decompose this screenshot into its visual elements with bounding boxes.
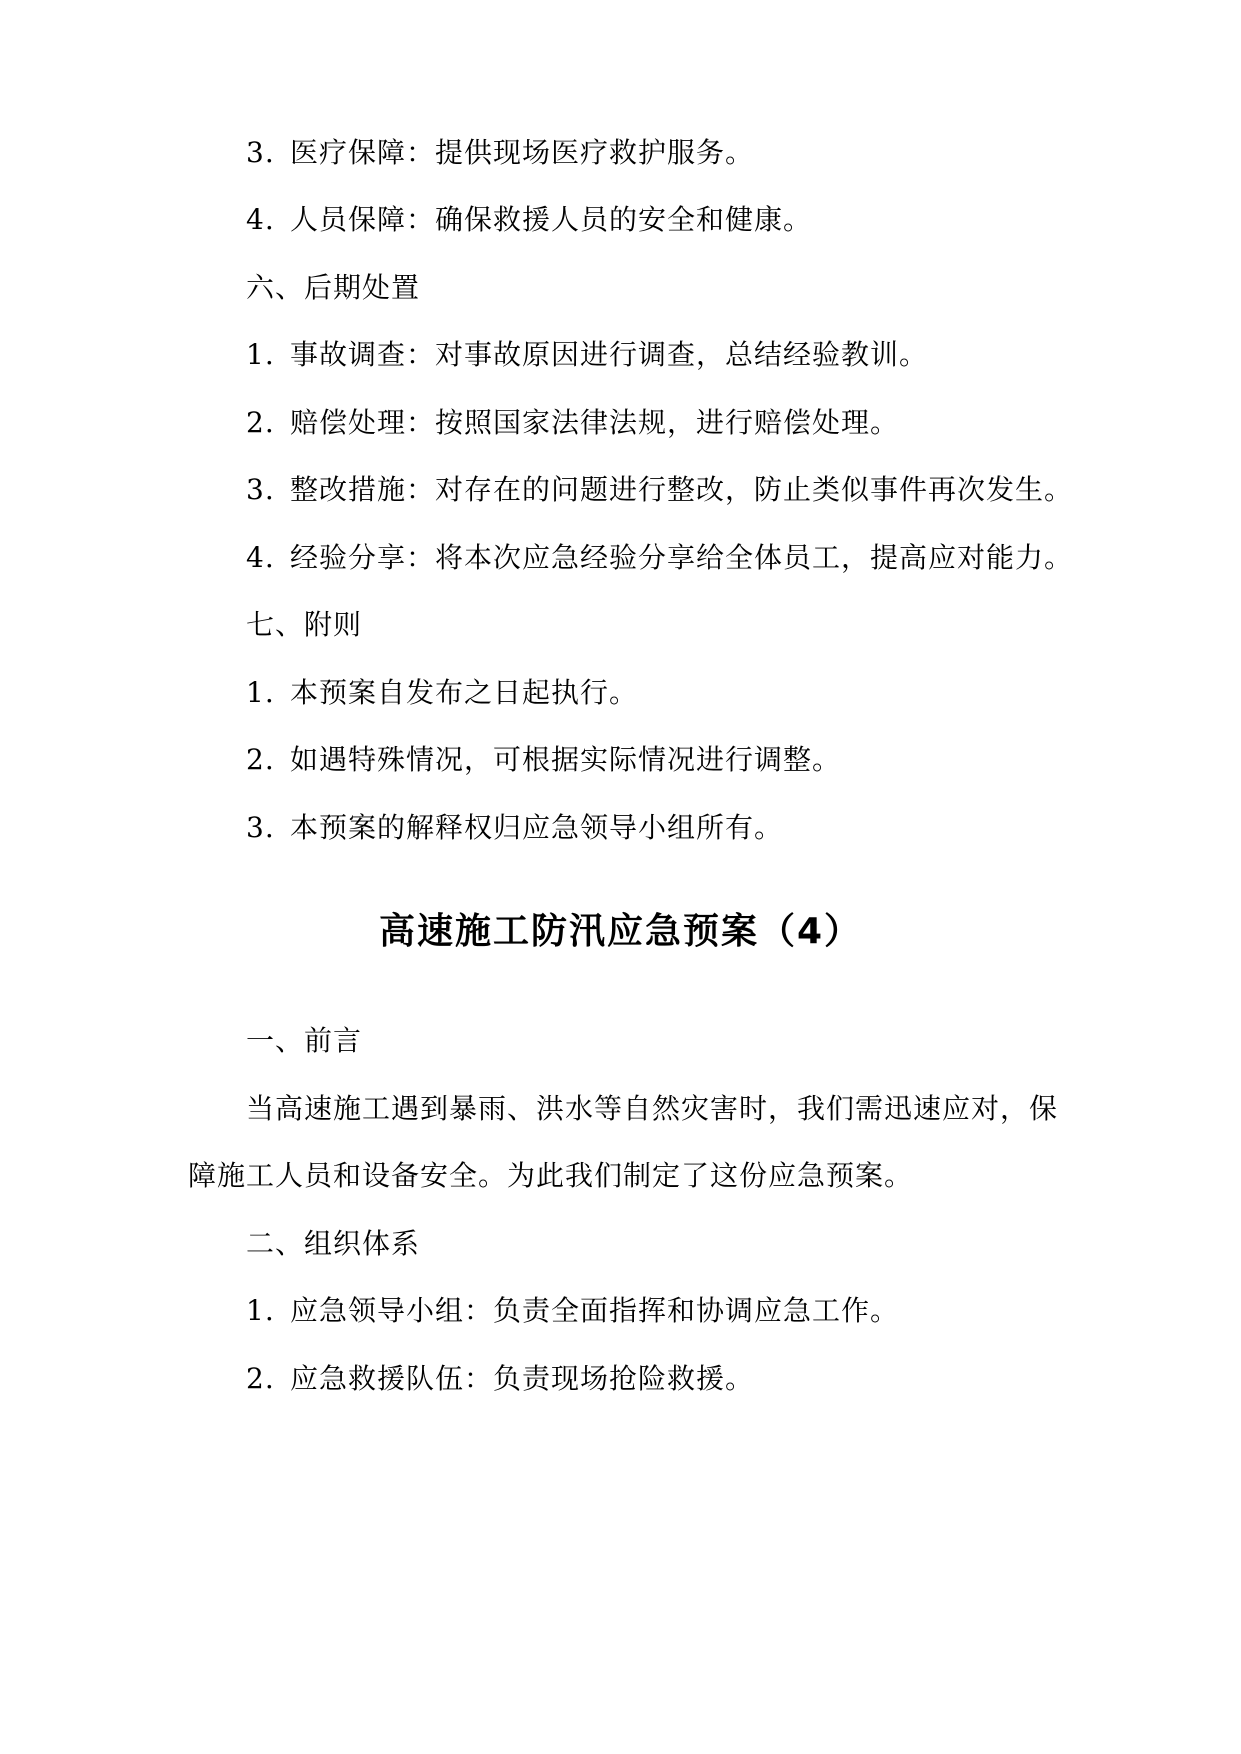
paragraph-text: 当高速施工遇到暴雨、洪水等自然灾害时，我们需迅速应对，保	[246, 1092, 1059, 1125]
section-heading-text: 六、后期处置	[246, 271, 421, 304]
list-item-number: 1.	[246, 1294, 275, 1327]
section-heading-text: 七、附则	[246, 608, 363, 641]
paragraph-text: 障施工人员和设备安全。为此我们制定了这份应急预案。	[188, 1159, 914, 1192]
document-title: 高速施工防汛应急预案（4）	[378, 911, 863, 952]
list-item-text: 如遇特殊情况，可根据实际情况进行调整。	[290, 743, 842, 776]
list-item-text: 整改措施：对存在的问题进行整改，防止类似事件再次发生。	[290, 473, 1074, 506]
section-heading-text: 二、组织体系	[246, 1227, 421, 1260]
list-item-number: 4.	[246, 203, 275, 236]
list-item-text: 事故调查：对事故原因进行调查，总结经验教训。	[290, 338, 929, 371]
list-item-number: 3.	[246, 811, 275, 844]
list-item-number: 3.	[246, 473, 275, 506]
list-item-number: 2.	[246, 406, 275, 439]
list-item-text: 医疗保障：提供现场医疗救护服务。	[290, 136, 755, 169]
list-item-text: 本预案自发布之日起执行。	[290, 676, 639, 709]
list-item-text: 应急救援队伍：负责现场抢险救援。	[290, 1362, 755, 1395]
list-item-number: 2.	[246, 743, 275, 776]
section-heading-text: 一、前言	[246, 1024, 363, 1057]
list-item-text: 赔偿处理：按照国家法律法规，进行赔偿处理。	[290, 406, 900, 439]
list-item-number: 3.	[246, 136, 275, 169]
list-item-number: 1.	[246, 676, 275, 709]
list-item-text: 人员保障：确保救援人员的安全和健康。	[290, 203, 813, 236]
list-item-text: 本预案的解释权归应急领导小组所有。	[290, 811, 784, 844]
list-item-number: 4.	[246, 541, 275, 574]
list-item-text: 应急领导小组：负责全面指挥和协调应急工作。	[290, 1294, 900, 1327]
list-item-number: 1.	[246, 338, 275, 371]
list-item-number: 2.	[246, 1362, 275, 1395]
list-item-text: 经验分享：将本次应急经验分享给全体员工，提高应对能力。	[290, 541, 1074, 574]
